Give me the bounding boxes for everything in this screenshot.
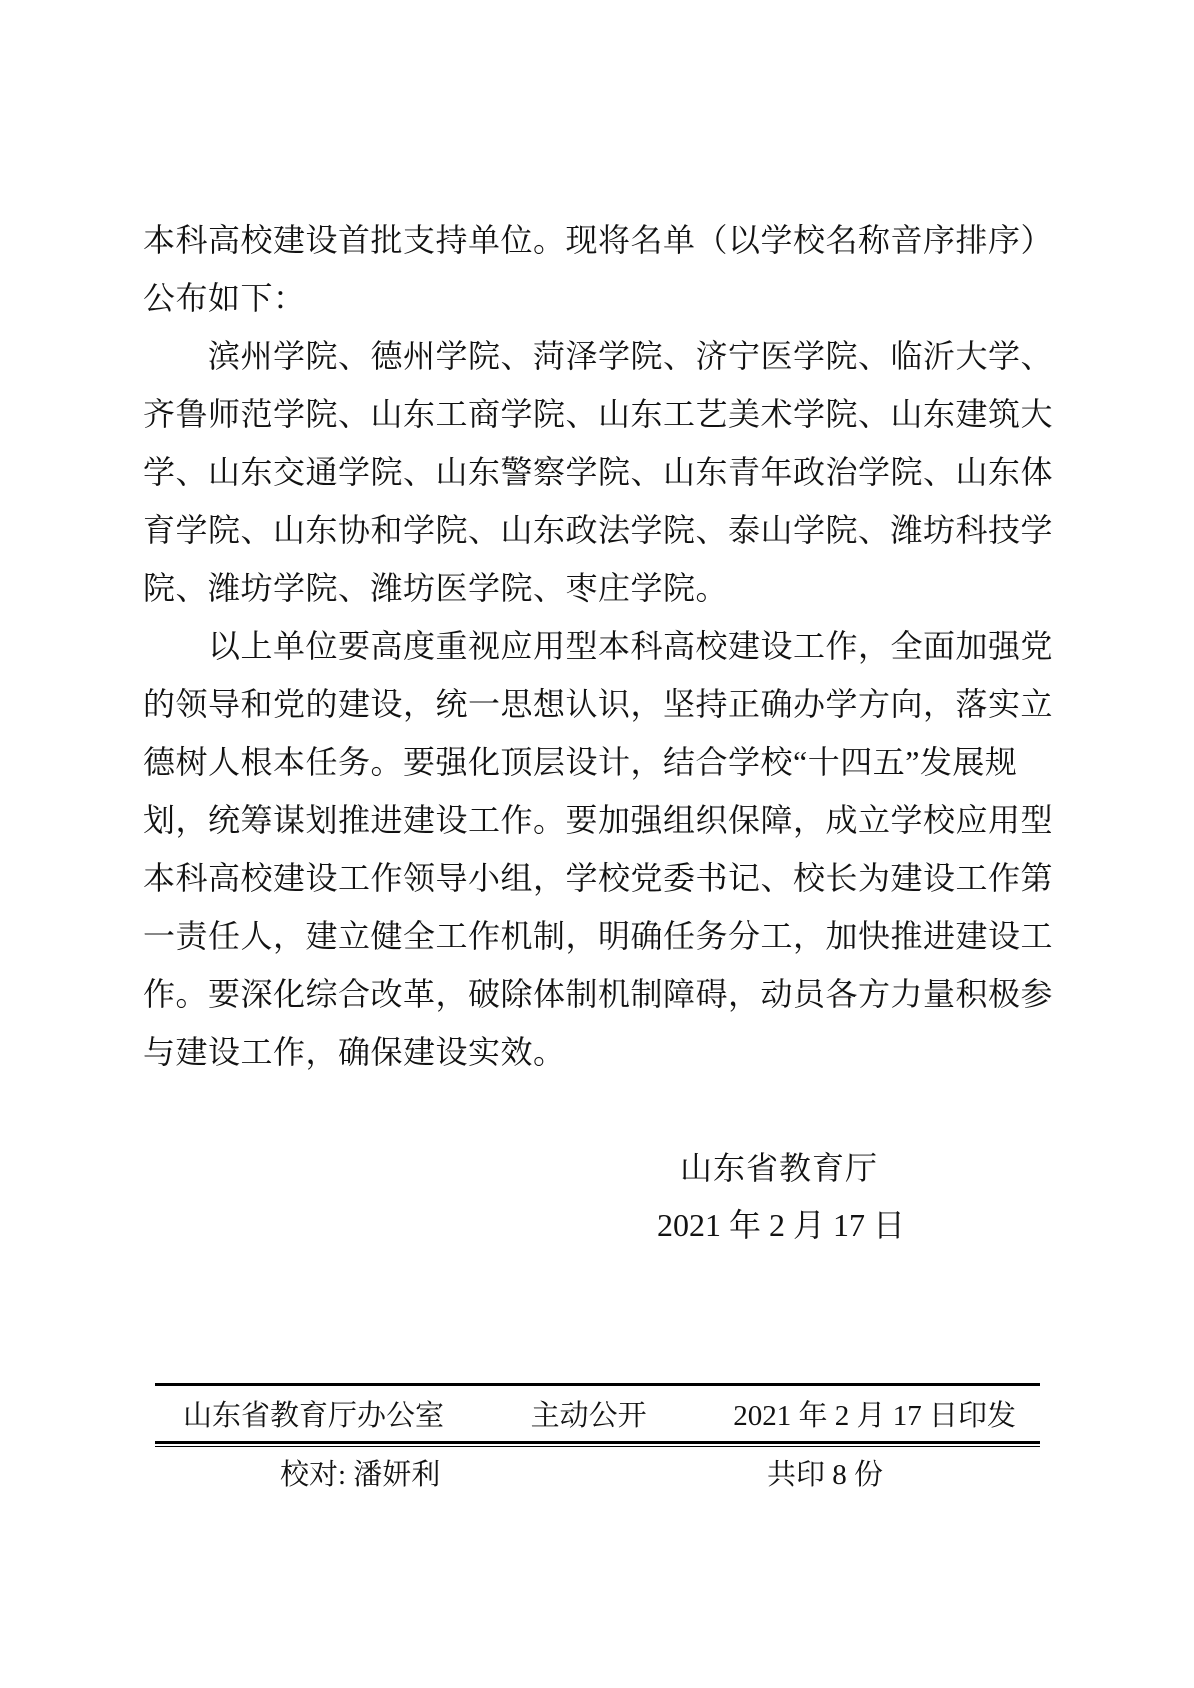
body-line: 作。要深化综合改革，破除体制机制障碍，动员各方力量积极参 — [143, 976, 1054, 1012]
body-line: 公布如下： — [143, 280, 306, 316]
body-line: 的领导和党的建设，统一思想认识，坚持正确办学方向，落实立 — [143, 686, 1054, 722]
body-line: 划，统筹谋划推进建设工作。要加强组织保障，成立学校应用型 — [143, 802, 1054, 838]
proofreader-label: 校对: 潘妍利 — [280, 1458, 441, 1491]
copies-label: 共印 8 份 — [766, 1458, 883, 1491]
signature-agency: 山东省教育厅 — [680, 1150, 879, 1186]
body-line: 齐鲁师范学院、山东工商学院、山东工艺美术学院、山东建筑大 — [143, 396, 1054, 432]
body-line: 育学院、山东协和学院、山东政法学院、泰山学院、潍坊科技学 — [143, 512, 1054, 548]
print-date-label: 2021 年 2 月 17 日印发 — [733, 1400, 1016, 1432]
body-line: 德树人根本任务。要强化顶层设计，结合学校“十四五”发展规 — [143, 744, 1018, 780]
document-body — [143, 211, 1053, 1081]
body-line: 以上单位要高度重视应用型本科高校建设工作，全面加强党 — [143, 628, 1054, 664]
body-line: 一责任人，建立健全工作机制，明确任务分工，加快推进建设工 — [143, 918, 1054, 954]
footer-row-2 — [155, 1447, 1040, 1497]
body-line: 本科高校建设工作领导小组，学校党委书记、校长为建设工作第 — [143, 860, 1054, 896]
issuing-office-label: 山东省教育厅办公室 — [183, 1400, 445, 1432]
body-line: 院、潍坊学院、潍坊医学院、枣庄学院。 — [143, 570, 729, 606]
signature-date: 2021 年 2 月 17 日 — [657, 1207, 906, 1243]
body-line: 与建设工作，确保建设实效。 — [143, 1034, 566, 1070]
disclosure-label: 主动公开 — [530, 1400, 647, 1432]
body-line: 滨州学院、德州学院、菏泽学院、济宁医学院、临沂大学、 — [143, 338, 1054, 374]
footer-row-1 — [155, 1386, 1040, 1441]
record-footer — [155, 1383, 1040, 1497]
body-line: 学、山东交通学院、山东警察学院、山东青年政治学院、山东体 — [143, 454, 1054, 490]
body-line: 本科高校建设首批支持单位。现将名单（以学校名称音序排序） — [143, 222, 1054, 258]
